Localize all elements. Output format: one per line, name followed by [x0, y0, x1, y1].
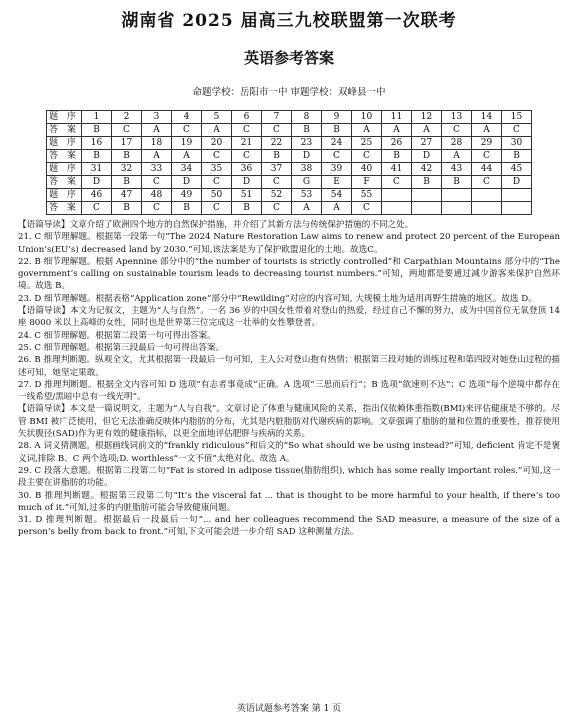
- explanation-item: 22. B 细节理解题。根据 Apennine 部分中的“the number of tourists is strictly controlled”和 Carpathian Mountains 部分中的“The government’s calling on sustainable tourism leads to decreasing tourist numbers.”可知，两地都是要通过减少游客来保护自然环境。故选 B。: [18, 256, 560, 292]
- answer-cell: A: [472, 124, 502, 137]
- row-label: 答 案: [47, 176, 82, 189]
- answer-table-row: [47, 202, 532, 215]
- answer-cell: 40: [352, 163, 382, 176]
- answer-cell: 46: [82, 189, 112, 202]
- answer-cell: 30: [502, 137, 532, 150]
- answer-key-title: 英语参考答案: [243, 49, 334, 67]
- answer-cell: A: [322, 202, 352, 215]
- answer-cell: 42: [412, 163, 442, 176]
- row-label: 题 序: [47, 163, 82, 176]
- answer-cell: B: [322, 124, 352, 137]
- answer-cell: D: [502, 176, 532, 189]
- answer-cell: [472, 189, 502, 202]
- answer-table-row: [47, 137, 532, 150]
- answer-cell: 37: [262, 163, 292, 176]
- answer-cell: 32: [112, 163, 142, 176]
- answer-cell: 9: [322, 111, 352, 124]
- answer-cell: A: [382, 124, 412, 137]
- answer-cell: [382, 189, 412, 202]
- answer-cell: B: [232, 202, 262, 215]
- answer-cell: 25: [352, 137, 382, 150]
- answer-cell: 47: [112, 189, 142, 202]
- answer-cell: B: [382, 150, 412, 163]
- answer-cell: 18: [142, 137, 172, 150]
- answer-cell: A: [172, 150, 202, 163]
- answer-cell: 17: [112, 137, 142, 150]
- explanation-item: 28. A 词义猜测题。根据画线词前文的“frankly ridiculous”和后文的“So what should we be using instead?”可知, deficient 肯定不是褒义词,排除 B、C 两个选项;D. worthless“一文不值”太绝对化。故选 A。: [18, 441, 560, 464]
- answer-cell: A: [202, 124, 232, 137]
- answer-cell: 11: [382, 111, 412, 124]
- row-label: 题 序: [47, 189, 82, 202]
- answer-cell: D: [172, 176, 202, 189]
- answer-cell: E: [322, 176, 352, 189]
- answer-cell: C: [232, 150, 262, 163]
- answer-cell: A: [352, 124, 382, 137]
- explanation-item: 26. B 推理判断题。纵观全文，尤其根据第一段最后一句可知，主人公对登山抱有热情；根据第三段对她的训练过程和第四段对她登山过程的描述可知，她坚定果敢。: [18, 355, 560, 378]
- answer-cell: 36: [232, 163, 262, 176]
- passage-intro: 【语篇导读】本文是一篇说明文，主题为“人与自我”。文章讨论了体重与健康风险的关系，指出仅依赖体重指数(BMI)来评估健康是不够的。尽管 BMI 被广泛使用，但它无法准确反映体内脂肪的分布，尤其是内脏脂肪对代谢疾病的影响。文章强调了脂肪的量和位置的重要性，推荐使用矢状腹径(SAD)作为更有效的健康指标，以更全面地评估肥胖与疾病的关系。: [18, 404, 560, 440]
- answer-cell: C: [352, 150, 382, 163]
- answer-cell: 54: [322, 189, 352, 202]
- answer-cell: C: [442, 124, 472, 137]
- answer-cell: C: [142, 176, 172, 189]
- explanation-item: 30. B 推理判断题。根据第三段第二句“It’s the visceral fat ... that is thought to be more harmful to your health, if there’s too much of it.”可知,过多的内脏脂肪可能会导致健康问题。: [18, 490, 560, 513]
- answer-cell: 12: [412, 111, 442, 124]
- answer-cell: C: [202, 150, 232, 163]
- answer-cell: 50: [202, 189, 232, 202]
- answer-cell: B: [112, 176, 142, 189]
- explanation-item: 31. D 推理判断题。根据最后一段最后一句“... and her colleagues recommend the SAD measure, a measure of the size of a person’s belly from back to front.”可知,下文可能会进一步介绍 SAD 这种测量方法。: [18, 515, 560, 538]
- answer-cell: B: [112, 202, 142, 215]
- answer-cell: A: [412, 124, 442, 137]
- answer-cell: B: [502, 150, 532, 163]
- answer-cell: 33: [142, 163, 172, 176]
- answer-cell: 23: [292, 137, 322, 150]
- answer-cell: C: [472, 176, 502, 189]
- answer-cell: [382, 202, 412, 215]
- answer-cell: 39: [322, 163, 352, 176]
- answer-cell: C: [202, 176, 232, 189]
- answer-cell: C: [382, 176, 412, 189]
- row-label: 题 序: [47, 137, 82, 150]
- answer-table-row: [47, 176, 532, 189]
- explanation-item: 24. C 细节理解题。根据第二段第一句可得出答案。: [18, 330, 216, 341]
- answer-cell: 34: [172, 163, 202, 176]
- exam-title: 湖南省 2025 届高三九校联盟第一次联考: [121, 11, 457, 31]
- answer-cell: 10: [352, 111, 382, 124]
- answer-cell: D: [292, 150, 322, 163]
- explanations: [18, 219, 560, 539]
- answer-cell: 35: [202, 163, 232, 176]
- answer-cell: B: [412, 176, 442, 189]
- answer-cell: C: [142, 202, 172, 215]
- row-label: 答 案: [47, 202, 82, 215]
- answer-cell: C: [262, 176, 292, 189]
- answer-cell: 53: [292, 189, 322, 202]
- page-footer: 英语试题参考答案 第 1 页: [236, 704, 342, 714]
- answer-cell: 3: [142, 111, 172, 124]
- answer-cell: B: [292, 124, 322, 137]
- answer-cell: C: [262, 124, 292, 137]
- answer-cell: 49: [172, 189, 202, 202]
- answer-cell: [412, 202, 442, 215]
- answer-cell: B: [262, 150, 292, 163]
- answer-cell: C: [502, 124, 532, 137]
- answer-cell: 4: [172, 111, 202, 124]
- answer-cell: C: [202, 202, 232, 215]
- school-info: 命题学校：岳阳市一中 审题学校：双峰县一中: [192, 87, 386, 98]
- answer-cell: B: [82, 150, 112, 163]
- explanation-item: 21. C 细节理解题。根据第一段第一句“The 2024 Nature Restoration Law aims to renew and protect 20 percent of the European Union’s(EU’s) decreased land by 2030.”可知,该法案是为了保护欧盟退化的土地。故选C。: [18, 232, 560, 255]
- answer-cell: 29: [472, 137, 502, 150]
- answer-cell: G: [292, 176, 322, 189]
- answer-cell: 45: [502, 163, 532, 176]
- answer-cell: 1: [82, 111, 112, 124]
- answer-cell: 16: [82, 137, 112, 150]
- answer-cell: 14: [472, 111, 502, 124]
- answer-cell: C: [472, 150, 502, 163]
- row-label: 题 序: [47, 111, 82, 124]
- answer-table-row: [47, 150, 532, 163]
- answer-cell: D: [412, 150, 442, 163]
- answer-cell: 28: [442, 137, 472, 150]
- answer-cell: 13: [442, 111, 472, 124]
- answer-cell: 5: [202, 111, 232, 124]
- answer-cell: A: [292, 202, 322, 215]
- answer-cell: 6: [232, 111, 262, 124]
- answer-table-row: [47, 163, 532, 176]
- answer-cell: 2: [112, 111, 142, 124]
- answer-cell: D: [232, 176, 262, 189]
- answer-cell: 27: [412, 137, 442, 150]
- explanation-item: 25. C 细节理解题。根据第三段最后一句可得出答案。: [18, 342, 225, 353]
- answer-cell: B: [112, 150, 142, 163]
- answer-cell: A: [142, 150, 172, 163]
- passage-intro: 【语篇导读】本文为记叙文，主题为“人与自然”。一名 36 岁的中国女性带着对登山的热爱，经过自己不懈的努力，成为中国首位无氧登顶 14 座 8000 米以上高峰的女性，同时也是世界第三位完成这一壮举的女性攀登者。: [18, 306, 560, 329]
- answer-cell: [412, 189, 442, 202]
- answer-cell: B: [442, 176, 472, 189]
- answer-cell: 26: [382, 137, 412, 150]
- answer-cell: C: [112, 124, 142, 137]
- answer-cell: A: [442, 150, 472, 163]
- answer-cell: 38: [292, 163, 322, 176]
- answer-cell: C: [262, 202, 292, 215]
- answer-cell: 15: [502, 111, 532, 124]
- answer-cell: 24: [322, 137, 352, 150]
- answer-cell: 21: [232, 137, 262, 150]
- answer-cell: F: [352, 176, 382, 189]
- answer-cell: B: [82, 124, 112, 137]
- answer-cell: [472, 202, 502, 215]
- answer-cell: C: [322, 150, 352, 163]
- explanation-item: 29. C 段落大意题。根据第二段第二句“Fat is stored in adipose tissue(脂肪组织), which has some really important roles.”可知,这一段主要在讲脂肪的功能。: [18, 465, 560, 489]
- explanation-item: 27. D 推理判断题。根据全文内容可知 D 选项“有志者事竟成”正确。A 选项“三思而后行”；B 选项“欲速则不达”；C 选项“每个逆境中都存在一线希望/黑暗中总有一线光明”。: [18, 379, 560, 403]
- answer-cell: D: [82, 176, 112, 189]
- answer-cell: 31: [82, 163, 112, 176]
- answer-cell: B: [172, 202, 202, 215]
- answer-cell: [442, 189, 472, 202]
- answer-cell: C: [172, 124, 202, 137]
- answer-table-row: [47, 189, 532, 202]
- answer-cell: 44: [472, 163, 502, 176]
- answer-table-row: [47, 124, 532, 137]
- answer-cell: 19: [172, 137, 202, 150]
- answer-cell: C: [352, 202, 382, 215]
- answer-cell: 8: [292, 111, 322, 124]
- row-label: 答 案: [47, 124, 82, 137]
- answer-cell: [442, 202, 472, 215]
- explanation-item: 23. D 细节理解题。根据表格“Application zone”部分中“Rewilding”对应的内容可知, 大规模土地为适用再野生措施的地区。故选 D。: [18, 293, 537, 304]
- answer-cell: 20: [202, 137, 232, 150]
- answer-table: [46, 110, 532, 215]
- answer-cell: [502, 202, 532, 215]
- answer-cell: 22: [262, 137, 292, 150]
- passage-intro: 【语篇导读】文章介绍了欧洲四个地方的自然保护措施，并介绍了其新方法与传统保护措施的不同之处。: [18, 220, 414, 230]
- answer-cell: 55: [352, 189, 382, 202]
- answer-cell: 48: [142, 189, 172, 202]
- answer-cell: 7: [262, 111, 292, 124]
- answer-cell: [502, 189, 532, 202]
- answer-cell: 51: [232, 189, 262, 202]
- row-label: 答 案: [47, 150, 82, 163]
- answer-cell: A: [142, 124, 172, 137]
- answer-cell: 43: [442, 163, 472, 176]
- answer-table-row: [47, 111, 532, 124]
- answer-cell: 41: [382, 163, 412, 176]
- answer-cell: C: [232, 124, 262, 137]
- answer-cell: C: [82, 202, 112, 215]
- answer-cell: 52: [262, 189, 292, 202]
